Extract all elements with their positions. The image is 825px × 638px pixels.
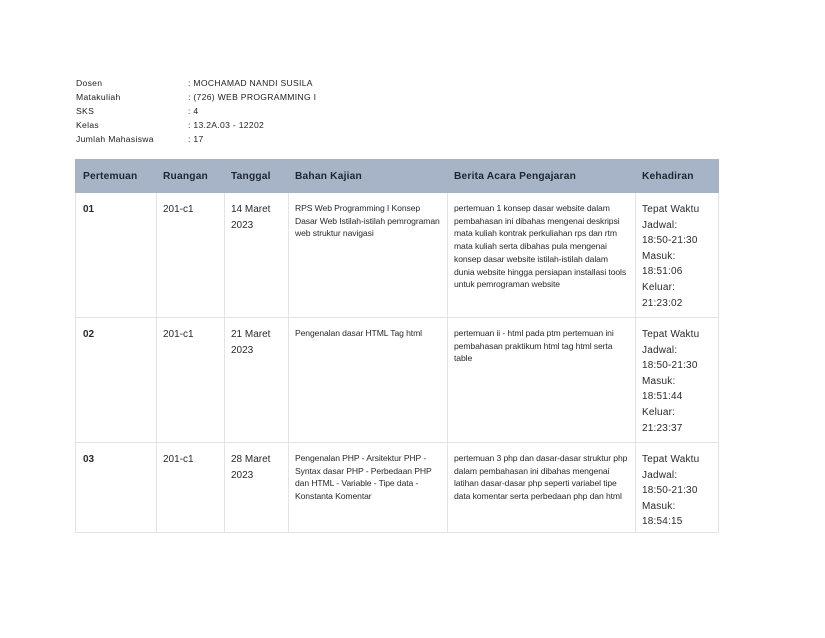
- cell-kehadiran: [636, 193, 719, 318]
- cell-ruangan: 201-c1: [157, 318, 225, 443]
- table-row: [76, 193, 719, 318]
- cell-pertemuan: 01: [76, 193, 157, 318]
- attendance-schedule-label: Jadwal:: [642, 219, 678, 231]
- header-kehadiran: Kehadiran: [636, 160, 719, 193]
- cell-bahan-kajian: RPS Web Programming I Konsep Dasar Web Istilah-istilah pemrograman web struktur navigasi: [289, 193, 448, 318]
- attendance-out-time: 21:23:02: [642, 297, 683, 309]
- attendance-out-time: 21:23:37: [642, 422, 683, 434]
- table-row: [76, 443, 719, 533]
- header-bahan-kajian: Bahan Kajian: [289, 160, 448, 193]
- attendance-out-label: Keluar:: [642, 406, 676, 418]
- header-ruangan: Ruangan: [157, 160, 225, 193]
- cell-kehadiran: [636, 443, 719, 533]
- info-value: : (726) WEB PROGRAMMING I: [188, 92, 317, 102]
- cell-berita-acara: pertemuan 3 php dan dasar-dasar struktur php dalam pembahasan ini dibahas mengenai latihan dasar-dasar php seperti variabel tipe data komentar serta perbedaan php dan html: [448, 443, 636, 533]
- cell-pertemuan: 03: [76, 443, 157, 533]
- attendance-in-time: 18:54:15: [642, 516, 683, 528]
- teaching-log-table: [75, 159, 719, 533]
- info-label: Jumlah Mahasiswa: [76, 134, 154, 144]
- cell-ruangan: 201-c1: [157, 443, 225, 533]
- info-label: Dosen: [76, 78, 103, 88]
- info-row-jumlah-mahasiswa: [76, 132, 316, 146]
- header-pertemuan: Pertemuan: [76, 160, 157, 193]
- attendance-status: Tepat Waktu: [642, 329, 700, 340]
- cell-ruangan: 201-c1: [157, 193, 225, 318]
- cell-tanggal: 28 Maret 2023: [225, 443, 289, 533]
- table-row: [76, 318, 719, 443]
- attendance-status: Tepat Waktu: [642, 204, 700, 215]
- attendance-schedule: 18:50-21:30: [642, 485, 698, 497]
- header-tanggal: Tanggal: [225, 160, 289, 193]
- attendance-out-label: Keluar:: [642, 281, 676, 293]
- table-header-row: [76, 160, 719, 193]
- attendance-schedule-label: Jadwal:: [642, 344, 678, 356]
- cell-kehadiran: [636, 318, 719, 443]
- info-label: SKS: [76, 106, 95, 116]
- attendance-in-label: Masuk:: [642, 375, 676, 387]
- course-info: [76, 76, 316, 146]
- attendance-in-time: 18:51:06: [642, 266, 683, 278]
- cell-berita-acara: pertemuan 1 konsep dasar website dalam pembahasan ini dibahas mengenai deskripsi mata kuliah kontrak perkuliahan rps dan rtm mata kuliah serta dibahas pula mengenai konsep dasar website istilah-istilah dalam dunia website hingga persiapan installasi tools untuk pemrograman website: [448, 193, 636, 318]
- attendance-in-label: Masuk:: [642, 500, 676, 512]
- info-row-kelas: [76, 118, 316, 132]
- attendance-in-label: Masuk:: [642, 250, 676, 262]
- attendance-schedule: 18:50-21:30: [642, 360, 698, 372]
- info-label: Kelas: [76, 120, 99, 130]
- header-berita-acara: Berita Acara Pengajaran: [448, 160, 636, 193]
- info-row-sks: [76, 104, 316, 118]
- cell-tanggal: 21 Maret 2023: [225, 318, 289, 443]
- info-value: : 4: [188, 106, 199, 116]
- info-row-matakuliah: [76, 90, 316, 104]
- cell-berita-acara: pertemuan ii - html pada ptm pertemuan ini pembahasan praktikum html tag html serta table: [448, 318, 636, 443]
- cell-tanggal: 14 Maret 2023: [225, 193, 289, 318]
- attendance-schedule: 18:50-21:30: [642, 235, 698, 247]
- cell-bahan-kajian: Pengenalan PHP - Arsitektur PHP - Syntax dasar PHP - Perbedaan PHP dan HTML - Variable - Tipe data - Konstanta Komentar: [289, 443, 448, 533]
- info-value: : MOCHAMAD NANDI SUSILA: [188, 78, 313, 88]
- info-value: : 17: [188, 134, 204, 144]
- attendance-schedule-label: Jadwal:: [642, 469, 678, 481]
- info-value: : 13.2A.03 - 12202: [188, 120, 265, 130]
- attendance-status: Tepat Waktu: [642, 454, 700, 465]
- cell-pertemuan: 02: [76, 318, 157, 443]
- info-label: Matakuliah: [76, 92, 121, 102]
- info-row-dosen: [76, 76, 316, 90]
- cell-bahan-kajian: Pengenalan dasar HTML Tag html: [289, 318, 448, 443]
- attendance-in-time: 18:51:44: [642, 391, 683, 403]
